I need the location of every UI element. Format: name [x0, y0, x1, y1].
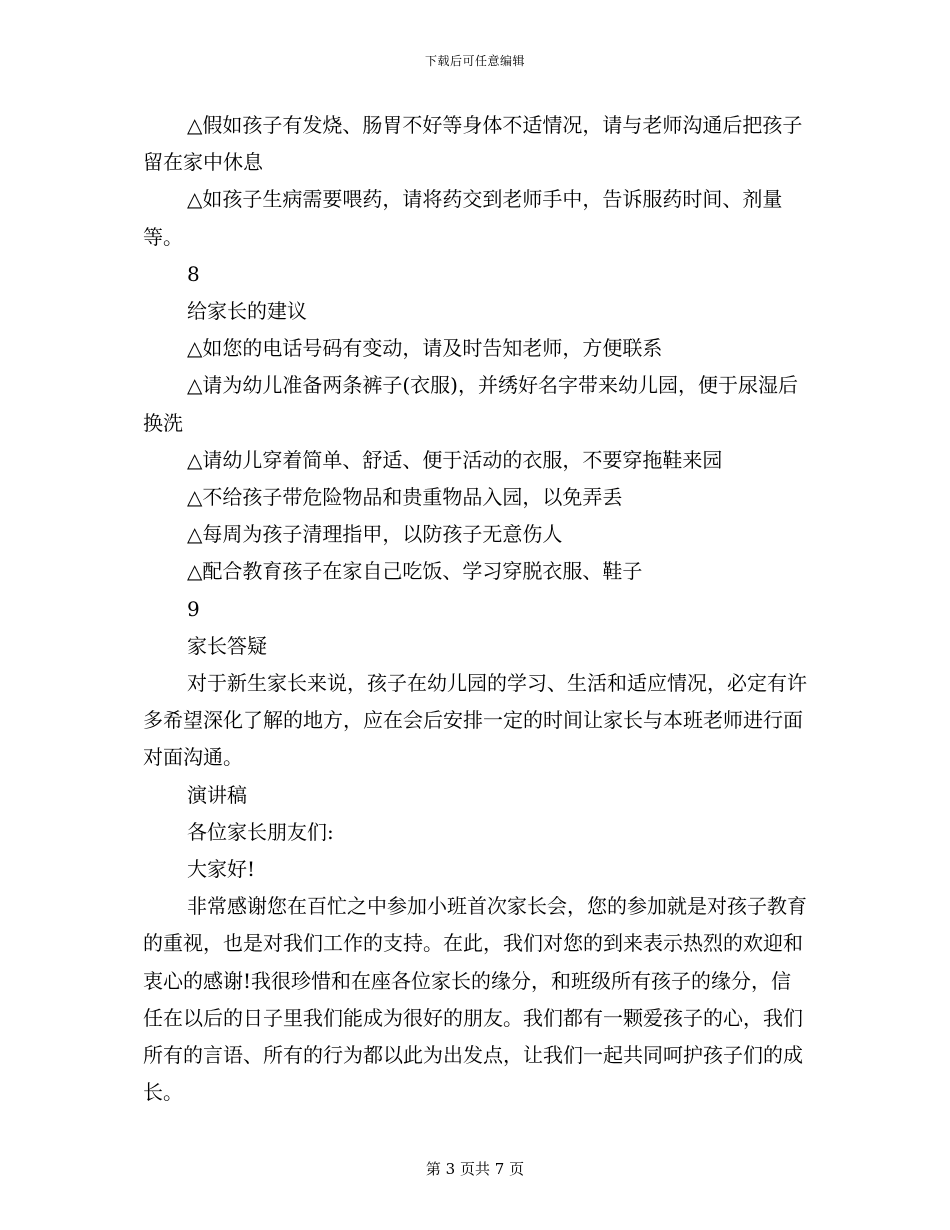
- page-header: 下载后可任意编辑: [424, 54, 525, 68]
- paragraph-illness-rest: △假如孩子有发烧、肠胃不好等身体不适情况，请与老师沟通后把孩子留在家中休息: [143, 113, 803, 175]
- page-content: [143, 107, 808, 1111]
- paragraph-simple-clothing: △请幼儿穿着简单、舒适、便于活动的衣服，不要穿拖鞋来园: [187, 447, 723, 472]
- paragraph-qa-body: 对于新生家长来说，孩子在幼儿园的学习、生活和适应情况，必定有许多希望深化了解的地方，应在会后安排一定的时间让家长与本班老师进行面对面沟通。: [143, 671, 807, 770]
- page-footer: 第 3 页共 7 页: [425, 1160, 525, 1178]
- speech-body: 非常感谢您在百忙之中参加小班首次家长会，您的参加就是对孩子教育的重视，也是对我们工作的支持。在此，我们对您的到来表示热烈的欢迎和衷心的感谢!我很珍惜和在座各位家长的缘分，和班级所有孩子的缘分，信任在以后的日子里我们能成为很好的朋友。我们都有一颗爱孩子的心，我们所有的言语、所有的行为都以此为出发点，让我们一起共同呵护孩子们的成长。: [143, 894, 807, 1105]
- section-title-speech: 演讲稿: [187, 782, 247, 807]
- paragraph-self-care: △配合教育孩子在家自己吃饭、学习穿脱衣服、鞋子: [187, 559, 643, 584]
- section-title-parent-qa: 家长答疑: [187, 633, 267, 658]
- section-title-parent-advice: 给家长的建议: [187, 299, 307, 324]
- section-number-8: 8: [187, 261, 200, 286]
- paragraph-trim-nails: △每周为孩子清理指甲，以防孩子无意伤人: [187, 522, 563, 547]
- paragraph-spare-clothes: △请为幼儿准备两条裤子(衣服)，并绣好名字带来幼儿园，便于尿湿后换洗: [143, 373, 798, 435]
- paragraph-no-valuables: △不给孩子带危险物品和贵重物品入园，以免弄丢: [187, 485, 623, 510]
- paragraph-phone-change: △如您的电话号码有变动，请及时告知老师，方便联系: [187, 336, 663, 361]
- speech-salutation: 各位家长朋友们:: [187, 819, 334, 844]
- paragraph-medicine: △如孩子生病需要喂药，请将药交到老师手中，告诉服药时间、剂量等。: [143, 187, 783, 249]
- speech-greeting: 大家好!: [187, 857, 256, 882]
- section-number-9: 9: [187, 596, 200, 621]
